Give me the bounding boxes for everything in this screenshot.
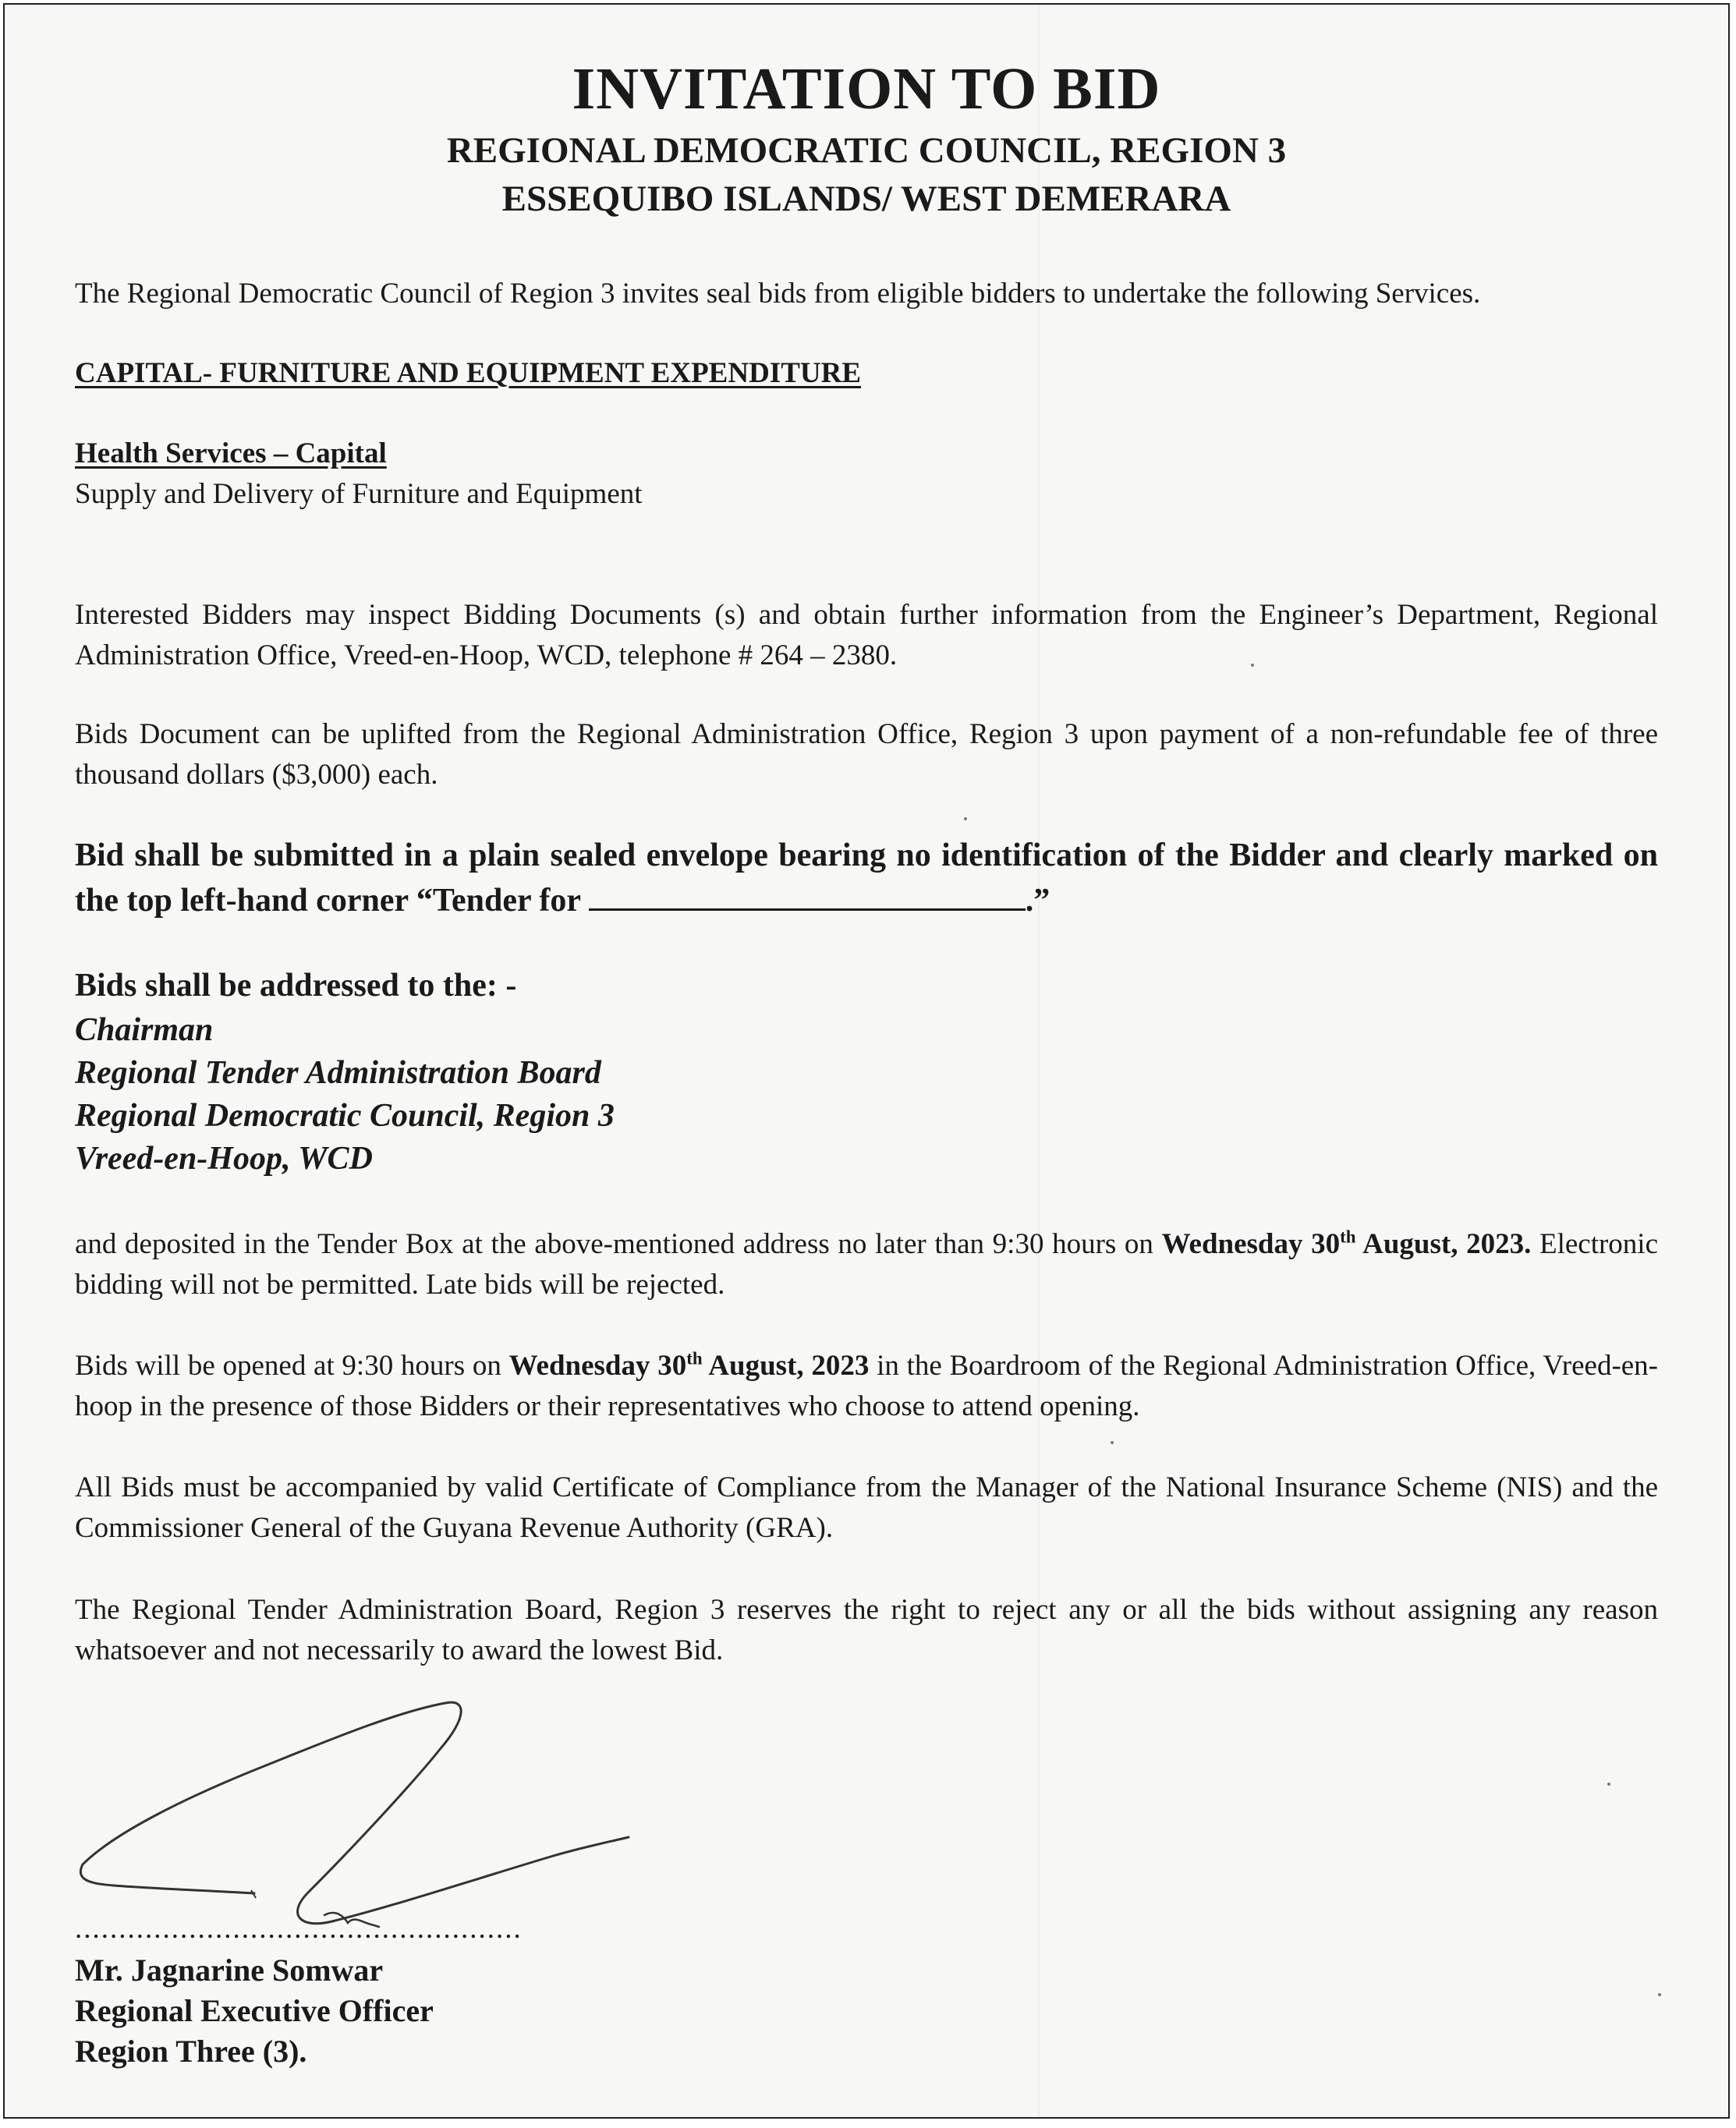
deposit-text: and deposited in the Tender Box at the above-mentioned address no later than 9:30 hours on xyxy=(75,1228,1162,1260)
document-title: INVITATION TO BID xyxy=(572,56,1161,122)
submission-paragraph xyxy=(75,834,1658,922)
opening-date: Wednesday 30th August, 2023 xyxy=(508,1348,870,1382)
paper-speck xyxy=(1607,1783,1610,1786)
deposit-paragraph xyxy=(75,1224,1658,1305)
subsection-text: Supply and Delivery of Furniture and Equipment xyxy=(75,478,643,510)
reserve-paragraph: The Regional Tender Administration Board, Region 3 reserves the right to reject any or all the bids without assigning any reason whatsoever and not necessarily to award the lowest Bid. xyxy=(75,1594,1658,1666)
deposit-date: Wednesday 30th August, 2023. xyxy=(1161,1227,1532,1260)
subsection-heading: Health Services – Capital xyxy=(75,437,387,469)
submission-text: Bid shall be submitted in a plain sealed envelope bearing no identification of the Bidder and clearly marked on the top left-hand corner “Tender for xyxy=(75,837,1658,919)
opening-text: Bids will be opened at 9:30 hours on xyxy=(75,1350,509,1382)
signatory-region: Region Three (3). xyxy=(75,2034,307,2069)
tender-name-blank xyxy=(589,877,1026,911)
paper-speck xyxy=(964,817,967,820)
document-subtitle-region: ESSEQUIBO ISLANDS/ WEST DEMERARA xyxy=(501,179,1231,219)
paper-speck xyxy=(1111,1441,1114,1444)
signatory-block xyxy=(75,1950,434,2072)
paper-speck xyxy=(1658,1993,1661,1996)
paper-speck xyxy=(1251,664,1254,667)
document-header xyxy=(5,51,1728,223)
address-block xyxy=(75,1009,1658,1181)
intro-paragraph: The Regional Democratic Council of Region 3 invites seal bids from eligible bidders to undertake the following Services. xyxy=(75,278,1481,310)
submission-text-end: .” xyxy=(1025,883,1050,919)
signatory-title: Regional Executive Officer xyxy=(75,1993,434,2028)
address-heading: Bids shall be addressed to the: - xyxy=(75,968,517,1004)
document-page xyxy=(3,3,1730,2119)
address-line-chairman: Chairman xyxy=(75,1012,214,1048)
handwritten-signature xyxy=(67,1689,660,1946)
signatory-name: Mr. Jagnarine Somwar xyxy=(75,1953,384,1988)
deposit-text-end: Electronic bidding will not be permitted. Late bids will be rejected. xyxy=(75,1228,1658,1301)
opening-text-end: in the Boardroom of the Regional Administration Office, Vreed-en-hoop in the presence of those Bidders or their representatives who choose to attend opening. xyxy=(75,1350,1659,1422)
address-line-board: Regional Tender Administration Board xyxy=(75,1055,601,1091)
compliance-paragraph: All Bids must be accompanied by valid Certificate of Compliance from the Manager of the National Insurance Scheme (NIS) and the Commissioner General of the Guyana Revenue Authority (GRA). xyxy=(75,1471,1658,1544)
opening-paragraph xyxy=(75,1346,1658,1427)
uplift-paragraph: Bids Document can be uplifted from the Regional Administration Office, Region 3 upon payment of a non-refundable fee of three thousand dollars ($3,000) each. xyxy=(75,718,1658,791)
address-line-council: Regional Democratic Council, Region 3 xyxy=(75,1098,615,1134)
address-line-location: Vreed-en-Hoop, WCD xyxy=(75,1141,373,1177)
signature-dotted-line: ................................................... xyxy=(75,1913,523,1945)
document-subtitle-council: REGIONAL DEMOCRATIC COUNCIL, REGION 3 xyxy=(446,130,1287,171)
section-heading: CAPITAL- FURNITURE AND EQUIPMENT EXPENDITURE xyxy=(75,357,861,389)
inspect-paragraph: Interested Bidders may inspect Bidding Documents (s) and obtain further information from the Engineer’s Department, Regional Administration Office, Vreed-en-Hoop, WCD, telephone # 264 – 2380. xyxy=(75,599,1658,671)
